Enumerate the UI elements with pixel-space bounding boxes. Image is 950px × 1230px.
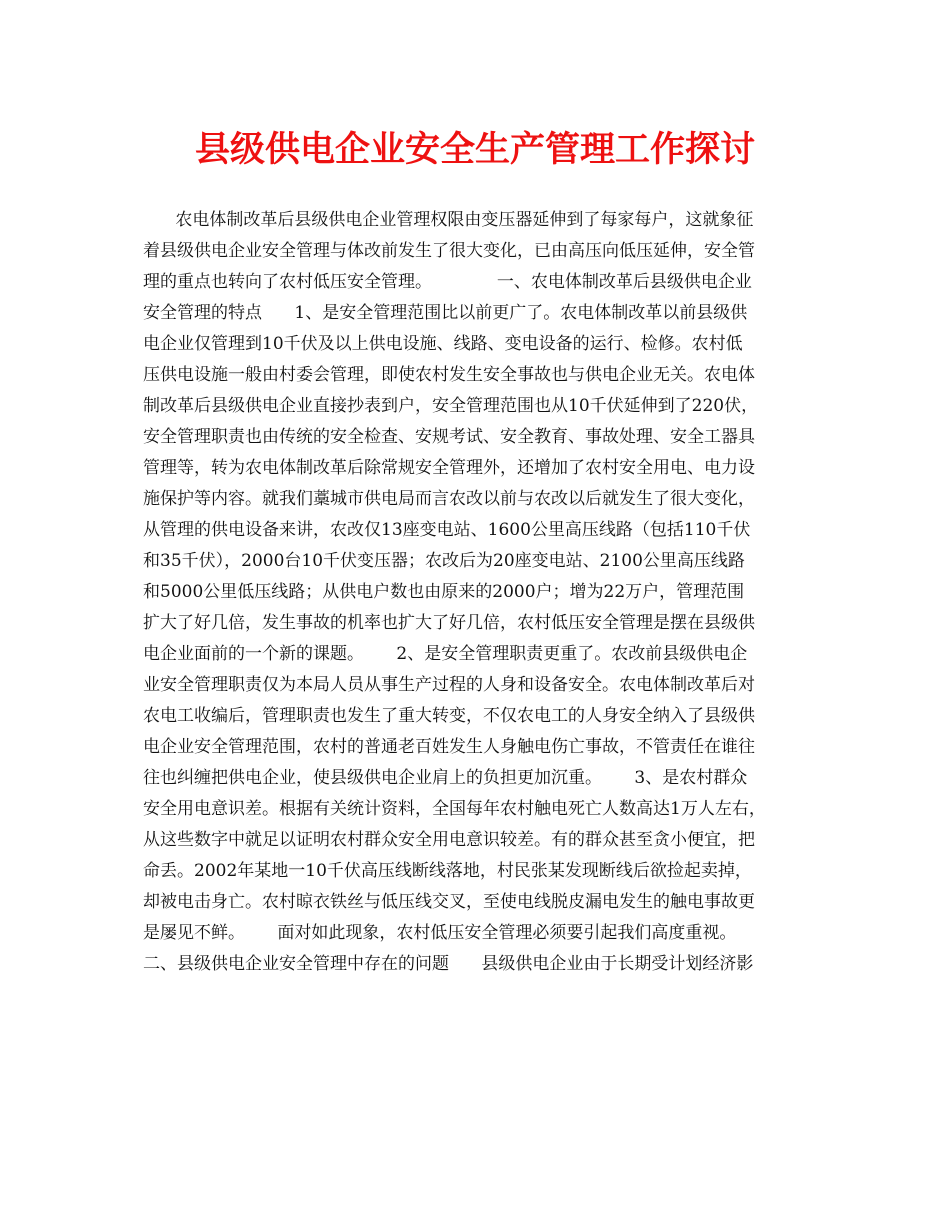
body-line: 电企业面前的一个新的课题。 2、是安全管理职责更重了。农改前县级供电企 (143, 644, 748, 664)
body-line: 却被电击身亡。农村晾衣铁丝与低压线交叉，至使电线脱皮漏电发生的触电事故更 (143, 892, 755, 912)
document-title: 县级供电企业安全生产管理工作探讨 (194, 129, 755, 170)
body-line: 和35千伏），2000台10千伏变压器；农改后为20座变电站、2100公里高压线路 (143, 551, 745, 571)
body-line: 着县级供电企业安全管理与体改前发生了很大变化，已由高压向低压延伸，安全管 (143, 241, 755, 261)
body-line: 安全管理的特点 1、是安全管理范围比以前更广了。农电体制改革以前县级供 (143, 303, 748, 323)
body-line: 制改革后县级供电企业直接抄表到户，安全管理范围也从10千伏延伸到了220伏， (143, 396, 759, 416)
body-line: 从管理的供电设备来讲，农改仅13座变电站、1600公里高压线路（包括110千伏 (143, 520, 751, 540)
body-line: 电企业安全管理范围，农村的普通老百姓发生人身触电伤亡事故，不管责任在谁往 (143, 737, 755, 757)
body-line: 二、县级供电企业安全管理中存在的问题 县级供电企业由于长期受计划经济影 (143, 954, 754, 974)
body-line: 往也纠缠把供电企业，使县级供电企业肩上的负担更加沉重。 3、是农村群众 (143, 768, 748, 788)
body-line: 管理等，转为农电体制改革后除常规安全管理外，还增加了农村安全用电、电力设 (143, 458, 755, 478)
body-line: 和5000公里低压线路；从供电户数也由原来的2000户；增为22万户，管理范围 (143, 582, 745, 602)
document-body (143, 205, 815, 980)
body-line: 施保护等内容。就我们藁城市供电局而言农改以前与农改以后就发生了很大变化， (143, 489, 755, 509)
body-line: 命丢。2002年某地一10千伏高压线断线落地，村民张某发现断线后欲捡起卖掉， (143, 861, 752, 881)
body-line: 安全管理职责也由传统的安全检查、安规考试、安全教育、事故处理、安全工器具 (143, 427, 755, 447)
body-line: 压供电设施一般由村委会管理，即使农村发生安全事故也与供电企业无关。农电体 (143, 365, 755, 385)
body-line: 农电工收编后，管理职责也发生了重大转变，不仅农电工的人身安全纳入了县级供 (143, 706, 755, 726)
body-line: 安全用电意识差。根据有关统计资料，全国每年农村触电死亡人数高达1万人左右， (143, 799, 766, 819)
body-line: 业安全管理职责仅为本局人员从事生产过程的人身和设备安全。农电体制改革后对 (143, 675, 755, 695)
body-line: 是屡见不鲜。 面对如此现象，农村低压安全管理必须要引起我们高度重视。 (143, 923, 737, 943)
body-line: 理的重点也转向了农村低压安全管理。 一、农电体制改革后县级供电企业 (143, 272, 752, 292)
body-line: 扩大了好几倍，发生事故的机率也扩大了好几倍，农村低压安全管理是摆在县级供 (143, 613, 755, 633)
body-line: 农电体制改革后县级供电企业管理权限由变压器延伸到了每家每户，这就象征 (143, 210, 754, 230)
body-line: 从这些数字中就足以证明农村群众安全用电意识较差。有的群众甚至贪小便宜，把 (143, 830, 755, 850)
body-line: 电企业仅管理到10千伏及以上供电设施、线路、变电设备的运行、检修。农村低 (143, 334, 743, 354)
